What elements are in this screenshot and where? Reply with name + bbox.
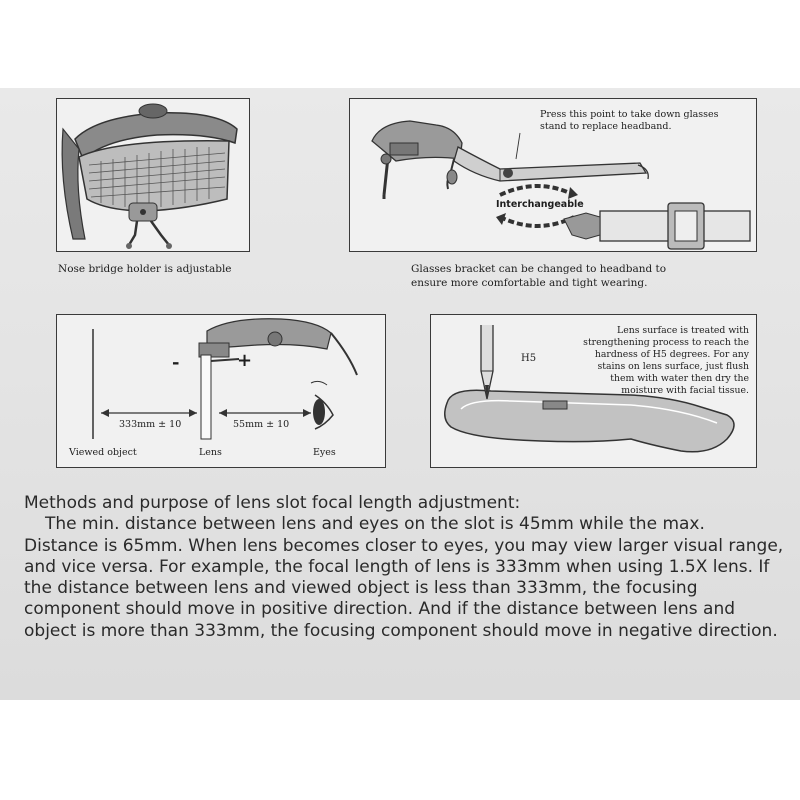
label-eyes: Eyes: [313, 447, 336, 458]
distance-eyes: 55mm ± 10: [233, 419, 290, 430]
headband-magnifier-illustration: [57, 99, 249, 251]
caption-glasses-bracket: Glasses bracket can be changed to headband to ensure more comfortable and tight wearing.: [411, 263, 667, 289]
figure-focal-distance: [56, 314, 386, 468]
focal-distance-diagram: [57, 315, 385, 467]
caption-nose-bridge: Nose bridge holder is adjustable: [58, 263, 232, 275]
instruction-heading: Methods and purpose of lens slot focal length adjustment:: [24, 493, 521, 513]
pencil-hardness-label: H5: [521, 353, 537, 364]
plus-sign: +: [237, 350, 253, 371]
distance-object: 333mm ± 10: [119, 419, 182, 430]
instruction-body: The min. distance between lens and eyes on the slot is 45mm while the max. Distance is 65mm. When lens becomes closer to eyes, you may view larger visual range, and vice versa. For example, the focal length of lens is 333mm when using 1.5X lens. If the distance between lens and viewed object is less than 333mm, the focusing component should move in positive direction. And if the distance between lens and object is more than 333mm, the focusing component should move in negative direction.: [24, 514, 784, 641]
label-lens: Lens: [199, 447, 222, 458]
instruction-text: [24, 493, 784, 642]
minus-sign: -: [172, 352, 180, 373]
lens-care-note: Lens surface is treated with strengthening process to reach the hardness of H5 degrees. For any stains on lens surface, just flush them with water then dry the moisture with facial tissue.: [583, 325, 749, 396]
bracket-callout: Press this point to take down glasses stand to replace headband.: [540, 109, 719, 132]
figure-nose-bridge: [56, 98, 250, 252]
figure-glasses-bracket: [349, 98, 757, 252]
label-viewed-object: Viewed object: [69, 447, 137, 458]
figure-lens-hardness: [430, 314, 757, 468]
interchangeable-badge: Interchangeable: [496, 199, 584, 210]
